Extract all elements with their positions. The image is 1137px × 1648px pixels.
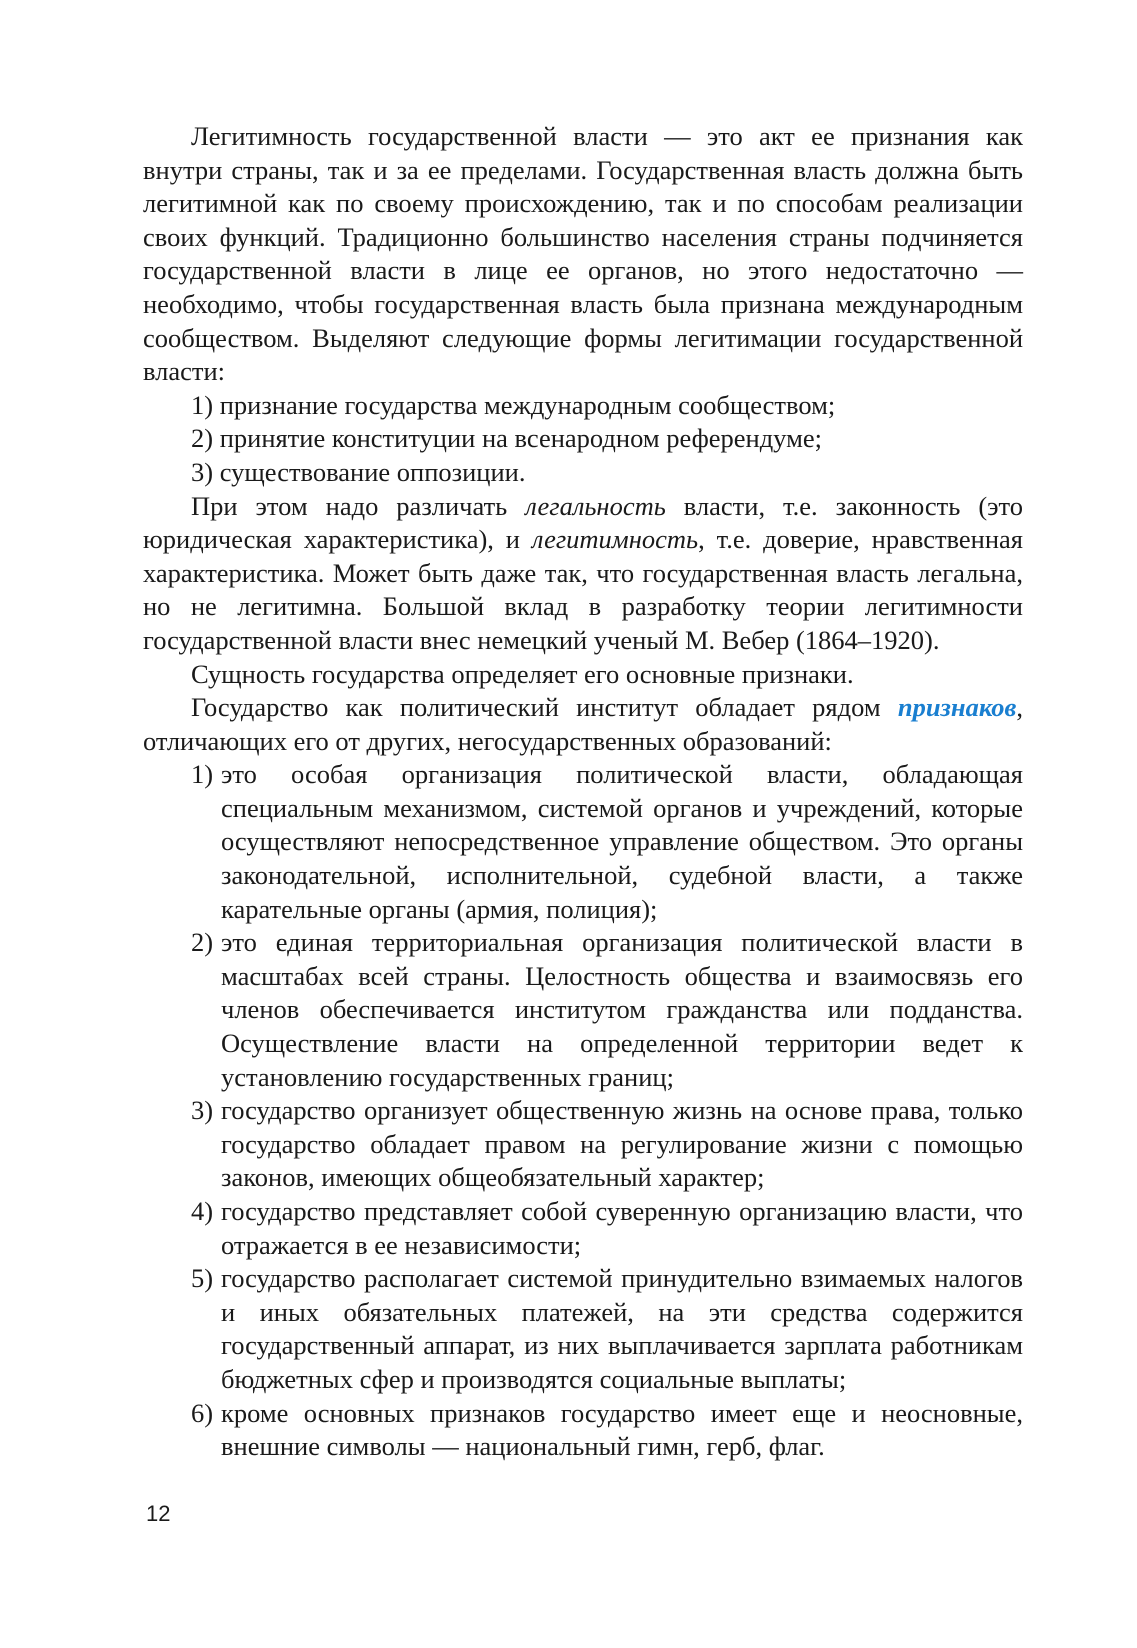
list-item-text: кроме основных признаков государство имеет еще и неосновные, внешние символы — национальный гимн, герб, флаг.: [221, 1397, 1023, 1462]
features-intro-text: , отличающих его от других, негосударственных образований:: [143, 692, 1023, 756]
distinction-text: власти, т.е. законность (это юридическая характеристика), и: [143, 490, 1023, 555]
list-item: 2) принятие конституции на всенародном референдуме;: [191, 423, 822, 454]
term-features-link[interactable]: признаков: [897, 692, 1017, 723]
list-item-text: это особая организация политической власти, обладающая специальным механизмом, системой органов и учреждений, которые осуществляют непосредственное управление обществом. Это органы законодательной, исполнительной, судебной власти, а также карательные органы (армия, полиция);: [221, 759, 1023, 924]
list-item-number: 6): [191, 1397, 214, 1428]
intro-paragraph: Легитимность государственной власти — это акт ее признания как внутри страны, так и за ее пределами. Государственная власть должна быть легитимной как по своему происхождению, так и по способам реализации своих функций. Традиционно большинство населения страны подчиняется государственной власти в лице ее органов, но этого недостаточно — необходимо, чтобы государственная власть была признана международным сообществом. Выделяют следующие формы легитимации государственной власти:: [143, 121, 1023, 387]
essence-paragraph: Сущность государства определяет его основные признаки.: [191, 658, 854, 689]
list-item: [143, 1262, 1023, 1396]
distinction-paragraph: [143, 490, 1023, 658]
features-intro-text: Государство как политический институт обладает рядом: [191, 692, 898, 723]
list-item: [143, 926, 1023, 1094]
list-item-text: государство располагает системой принудительно взимаемых налогов и иных обязательных платежей, на эти средства содержится государственный аппарат, из них выплачивается зарплата работникам бюджетных сфер и производятся социальные выплаты;: [221, 1263, 1023, 1394]
list-item: 1) признание государства международным сообществом;: [191, 389, 836, 420]
page-body: [143, 120, 1023, 1464]
features-intro-paragraph: [143, 691, 1023, 758]
term-legality: легальность: [525, 490, 666, 521]
distinction-text: При этом надо различать: [191, 490, 526, 521]
legitimation-forms-list: [143, 389, 1023, 490]
page-number: 12: [146, 1501, 171, 1526]
term-legitimacy: легитимность: [531, 524, 699, 555]
features-list: [143, 758, 1023, 1463]
list-item: [143, 758, 1023, 926]
list-item: 3) существование оппозиции.: [191, 456, 526, 487]
list-item-number: 5): [191, 1263, 214, 1294]
list-item-number: 3): [191, 1095, 214, 1126]
list-item-number: 2): [191, 927, 214, 958]
list-item-number: 4): [191, 1196, 214, 1226]
list-item-text: это единая территориальная организация политической власти в масштабах всей страны. Целостность общества и взаимосвязь его членов обеспечивается институтом гражданства или подданства. Осуществление власти на определенной территории ведет к установлению государственных границ;: [221, 927, 1023, 1092]
list-item-number: 1): [191, 759, 214, 790]
list-item-text: государство организует общественную жизнь на основе права, только государство обладает правом на регулирование жизни с помощью законов, имеющих общеобязательный характер;: [221, 1095, 1023, 1193]
list-item: [143, 1195, 1023, 1262]
list-item: [143, 1094, 1023, 1195]
distinction-text: , т.е. доверие, нравственная характеристика. Может быть даже так, что государственная власть легальна, но не легитимна. Большой вклад в разработку теории легитимности государственной власти внес немецкий ученый М. Вебер (1864–1920).: [143, 524, 1023, 655]
list-item-text: государство представляет собой суверенную организацию власти, что отражается в ее независимости;: [221, 1196, 1023, 1260]
list-item: [143, 1397, 1023, 1464]
